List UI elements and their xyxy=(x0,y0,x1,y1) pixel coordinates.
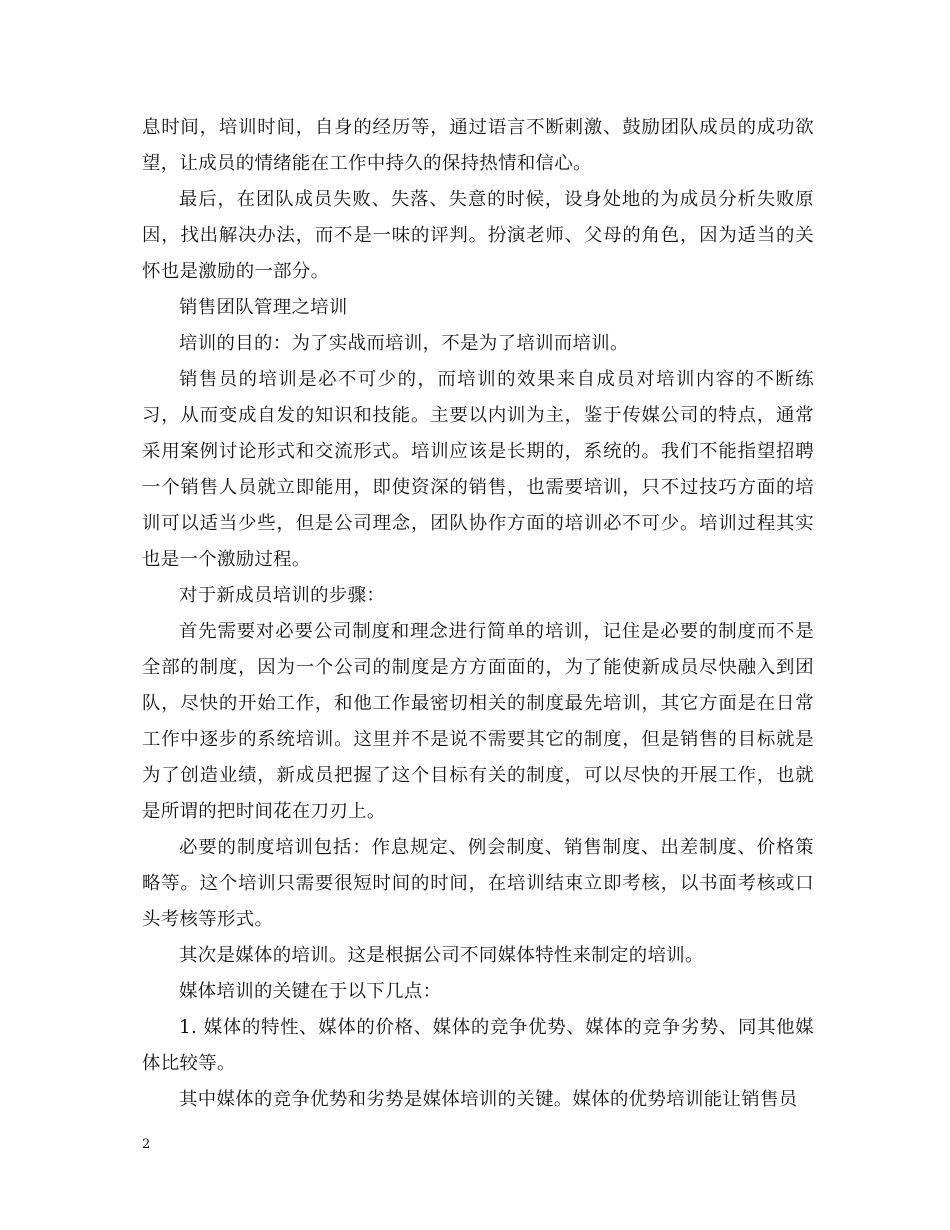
paragraph: 培训的目的：为了实战而培训，不是为了培训而培训。 xyxy=(179,333,629,354)
page-number: 2 xyxy=(142,1137,151,1152)
list-item: 1. 媒体的特性、媒体的价格、媒体的竞争优势、媒体的竞争劣势、同其他媒体比较等。 xyxy=(142,1017,814,1074)
paragraph: 最后，在团队成员失败、失落、失意的时候，设身处地的为成员分析失败原因，找出解决办法，而不是一味的评判。扮演老师、父母的角色，因为适当的关怀也是激励的一部分。 xyxy=(142,189,814,282)
body-text xyxy=(142,110,814,1118)
paragraph: 其中媒体的竞争优势和劣势是媒体培训的关键。媒体的优势培训能让销售员 xyxy=(179,1089,798,1110)
paragraph: 对于新成员培训的步骤： xyxy=(179,585,386,606)
paragraph: 销售员的培训是必不可少的，而培训的效果来自成员对培训内容的不断练习，从而变成自发的知识和技能。主要以内训为主，鉴于传媒公司的特点，通常采用案例讨论形式和交流形式。培训应该是长期的，系统的。我们不能指望招聘一个销售人员就立即能用，即使资深的销售，也需要培训，只不过技巧方面的培训可以适当少些，但是公司理念，团队协作方面的培训必不可少。培训过程其实也是一个激励过程。 xyxy=(142,369,814,570)
paragraph: 媒体培训的关键在于以下几点： xyxy=(179,981,442,1002)
section-heading: 销售团队管理之培训 xyxy=(179,297,348,318)
paragraph: 首先需要对必要公司制度和理念进行简单的培训，记住是必要的制度而不是全部的制度，因为一个公司的制度是方方面面的，为了能使新成员尽快融入到团队，尽快的开始工作，和他工作最密切相关的制度最先培训，其它方面是在日常工作中逐步的系统培训。这里并不是说不需要其它的制度，但是销售的目标就是为了创造业绩，新成员把握了这个目标有关的制度，可以尽快的开展工作，也就是所谓的把时间花在刀刃上。 xyxy=(142,621,814,822)
paragraph: 必要的制度培训包括：作息规定、例会制度、销售制度、出差制度、价格策略等。这个培训只需要很短时间的时间，在培训结束立即考核，以书面考核或口头考核等形式。 xyxy=(142,837,814,930)
paragraph: 息时间，培训时间，自身的经历等，通过语言不断刺激、鼓励团队成员的成功欲望，让成员的情绪能在工作中持久的保持热情和信心。 xyxy=(142,117,814,174)
paragraph: 其次是媒体的培训。这是根据公司不同媒体特性来制定的培训。 xyxy=(179,945,704,966)
